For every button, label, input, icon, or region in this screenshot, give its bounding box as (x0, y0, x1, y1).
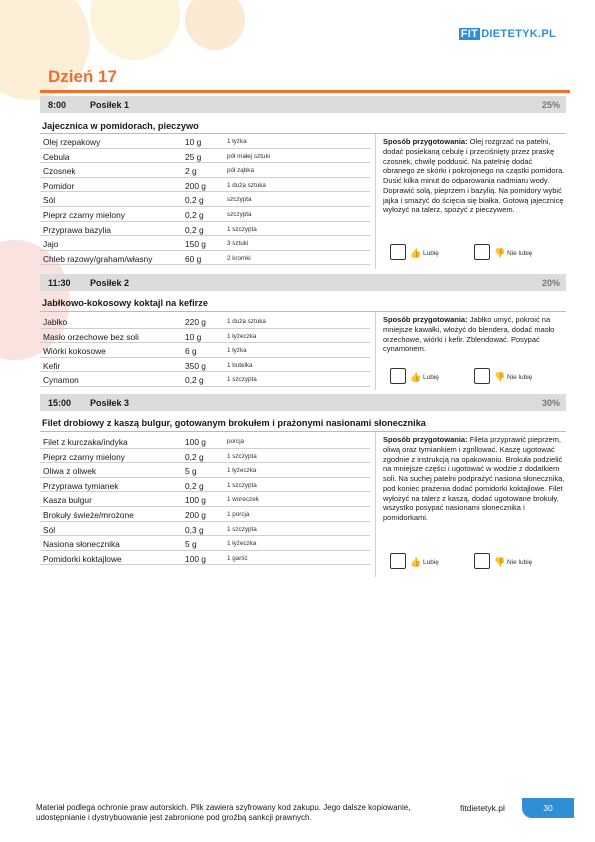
thumbs-down-icon: 👎 (494, 248, 506, 258)
ingredient-amount: 0,2 g (185, 224, 204, 235)
thumbs-up-icon: 👍 (410, 372, 422, 382)
ingredient-unit: 1 duża sztuka (227, 181, 266, 189)
ingredient-row (40, 551, 370, 566)
ingredient-amount: 0,2 g (185, 195, 204, 206)
ingredient-name: Pomidorki koktajlowe (43, 553, 122, 564)
ingredient-unit: 2 kromki (227, 254, 251, 262)
meal-title: Filet drobiowy z kaszą bulgur, gotowanym brokułem i prażonymi nasionami słonecznika (42, 418, 426, 428)
thumbs-down-icon: 👎 (494, 557, 506, 567)
ingredient-unit: 1 szczypta (227, 452, 257, 460)
ingredient-name: Kefir (43, 360, 61, 371)
ingredient-name: Chleb razowy/graham/własny (43, 253, 153, 264)
meal-time: 11:30 (48, 278, 71, 288)
prep-body: Fileta przyprawić pieprzem, oliwą oraz tymiankiem i zgrillować. Kaszę ugotować zgodnie z instrukcją na opakowaniu. Brokuła podzielić na mniejsze części i ugotować w wodzie z dodatkiem soli. Na suchej patelni podprażyć nasiona słonecznika, pod koniec prażenia dodać pomidorki koktajlowe. Filet wyłożyć na talerz z kaszą, dodać ugotowane brokuły, wszystko posypać nasionami słonecznika i pomidorkami. (383, 435, 565, 522)
ingredient-unit: 1 butelka (227, 361, 253, 369)
ingredient-name: Pieprz czarny mielony (43, 209, 125, 220)
ingredient-name: Masło orzechowe bez soli (43, 331, 139, 342)
column-divider (375, 432, 376, 577)
ingredient-row (40, 434, 370, 449)
ingredient-unit: szczypta (227, 196, 252, 204)
ingredient-unit: 3 sztuki (227, 240, 249, 248)
ingredient-name: Cynamon (43, 375, 79, 386)
dislike-label: Nie lubię (507, 250, 533, 257)
ingredient-amount: 100 g (185, 437, 206, 447)
preparation-text (383, 137, 565, 215)
ingredient-name: Filet z kurczaka/indyka (43, 437, 128, 447)
copyright-note: Materiał podlega ochronie praw autorskich. Plik zawiera szyfrowany kod zakupu. Jego dalsze kopiowanie, udostępnianie i dystrybuowanie jest zabronione pod groźbą sankcji prawnych. (36, 803, 411, 823)
ingredient-amount: 350 g (185, 360, 206, 371)
meal-time: 8:00 (48, 100, 67, 110)
meal-name: Posiłek 1 (90, 100, 130, 110)
like-label: Lubię (423, 250, 439, 257)
meal-title: Jajecznica w pomidorach, pieczywo (42, 121, 199, 131)
meal-header (40, 394, 566, 411)
ingredient-amount: 220 g (185, 317, 206, 327)
like-label: Lubię (423, 559, 439, 566)
ingredient-unit: 1 szczypta (227, 481, 257, 489)
ingredient-amount: 10 g (185, 137, 202, 147)
ingredient-amount: 0,2 g (185, 209, 204, 220)
ingredient-name: Olej rzepakowy (43, 137, 101, 147)
ingredient-row (40, 343, 370, 358)
preparation-text (383, 315, 565, 354)
ingredient-table (40, 314, 370, 387)
prep-body: Jabłko umyć, pokroić na mniejsze kawałki, włożyć do blendera, dodać masło orzechowe, wiórki i kefir. Zblendować. Posypać cynamonem. (383, 315, 555, 354)
meal-name: Posiłek 3 (90, 398, 130, 408)
ingredient-row (40, 372, 370, 387)
ingredient-name: Oliwa z oliwek (43, 466, 97, 477)
ingredient-amount: 5 g (185, 539, 197, 550)
thumbs-down-icon: 👎 (494, 372, 506, 382)
ingredient-unit: 1 porcja (227, 510, 250, 518)
ingredient-amount: 0,2 g (185, 480, 204, 491)
meal-percent: 30% (541, 398, 560, 408)
ingredient-name: Nasiona słonecznika (43, 539, 120, 550)
ingredient-row (40, 492, 370, 507)
ingredient-row (40, 178, 370, 193)
ingredient-name: Kasza bulgur (43, 495, 92, 506)
ingredient-unit: pół małej sztuki (227, 152, 271, 160)
page-title: Dzień 17 (48, 67, 117, 86)
ingredient-unit: pół ząbka (227, 167, 254, 175)
meal-time: 15:00 (48, 398, 72, 408)
meal-title: Jabłkowo-kokosowy koktajl na kefirze (42, 298, 208, 308)
ingredient-row (40, 314, 370, 329)
ingredient-row (40, 449, 370, 464)
ingredient-row (40, 251, 370, 266)
ingredient-name: Czosnek (43, 166, 76, 177)
ingredient-name: Przyprawa tymianek (43, 480, 119, 491)
ingredient-row (40, 149, 370, 164)
ingredient-row (40, 463, 370, 478)
ingredient-amount: 0,2 g (185, 451, 204, 462)
column-divider (375, 312, 376, 390)
like-checkbox[interactable] (390, 244, 406, 260)
dislike-label: Nie lubię (507, 559, 533, 566)
ingredient-table (40, 134, 370, 265)
meal-percent: 25% (541, 100, 560, 110)
prep-label: Sposób przygotowania: (383, 435, 468, 444)
dislike-label: Nie lubię (507, 374, 533, 381)
ingredient-amount: 200 g (185, 180, 206, 191)
ingredient-row (40, 163, 370, 178)
ingredient-amount: 200 g (185, 509, 206, 520)
ingredient-name: Cebula (43, 151, 70, 162)
page-number: 30 (522, 798, 574, 818)
ingredient-unit: 1 szczypta (227, 376, 257, 384)
ingredient-unit: 1 garść (227, 554, 248, 562)
like-checkbox[interactable] (390, 553, 406, 569)
like-label: Lubię (423, 374, 439, 381)
ingredient-name: Jabłko (43, 317, 68, 327)
dislike-checkbox[interactable] (474, 368, 490, 384)
meal-header (40, 274, 566, 291)
ingredient-unit: 1 szczypta (227, 525, 257, 533)
ingredient-row (40, 329, 370, 344)
ingredient-row (40, 522, 370, 537)
ingredient-name: Jajo (43, 239, 59, 250)
preparation-text (383, 435, 565, 523)
dislike-checkbox[interactable] (474, 553, 490, 569)
meal-name: Posiłek 2 (90, 278, 130, 288)
ingredient-unit: 1 łyżka (227, 347, 247, 355)
divider (40, 431, 566, 432)
ingredient-row (40, 134, 370, 149)
ingredient-amount: 6 g (185, 346, 197, 357)
ingredient-unit: 1 łyżeczka (227, 332, 257, 340)
ingredient-name: Pieprz czarny mielony (43, 451, 125, 462)
ingredient-unit: 1 łyżeczka (227, 467, 257, 475)
thumbs-up-icon: 👍 (410, 557, 422, 567)
ingredient-name: Brokuły świeże/mrożone (43, 509, 134, 520)
prep-body: Olej rozgrzać na patelni, dodać posiekaną cebulę i przeciśnięty przez praskę czosnek, chwilę poddusić. Na patelnię dodać obranego ze skórki i pokrojonego na cząstki pomidora. Dusić kilka minut do odparowania nadmiaru wody. Doprawić solą, pieprzem i bazylią. Na pomidory wybić jajka i smażyć do ścięcia się białka. Gotową jajecznicę wyłożyć na talerz, spożyć z pieczywem. (383, 137, 565, 215)
ingredient-row (40, 192, 370, 207)
meal-header (40, 96, 566, 113)
ingredient-row (40, 222, 370, 237)
prep-label: Sposób przygotowania: (383, 315, 468, 324)
meal-percent: 20% (541, 278, 560, 288)
ingredient-row (40, 478, 370, 493)
ingredient-name: Sól (43, 524, 56, 535)
ingredient-name: Sól (43, 195, 56, 206)
divider (40, 311, 566, 312)
ingredient-amount: 10 g (185, 331, 202, 342)
dislike-checkbox[interactable] (474, 244, 490, 260)
ingredient-amount: 0,2 g (185, 375, 204, 386)
ingredient-amount: 25 g (185, 151, 202, 162)
fruit-decoration (185, 0, 245, 50)
ingredient-amount: 0,3 g (185, 524, 204, 535)
ingredient-amount: 5 g (185, 466, 197, 477)
fruit-decoration (90, 0, 180, 60)
title-divider (40, 90, 570, 93)
ingredient-unit: 1 łyżka (227, 138, 247, 145)
ingredient-name: Pomidor (43, 180, 75, 191)
ingredient-amount: 2 g (185, 166, 197, 177)
ingredient-row (40, 507, 370, 522)
prep-label: Sposób przygotowania: (383, 137, 468, 146)
ingredient-amount: 100 g (185, 553, 206, 564)
ingredient-unit: szczypta (227, 210, 252, 218)
ingredient-row (40, 536, 370, 551)
ingredient-row (40, 207, 370, 222)
footer-site-link[interactable]: fitdietetyk.pl (460, 803, 505, 813)
ingredient-unit: porcja (227, 438, 245, 445)
ingredient-amount: 60 g (185, 253, 202, 264)
ingredient-unit: 1 szczypta (227, 225, 257, 233)
thumbs-up-icon: 👍 (410, 248, 422, 258)
ingredient-row (40, 236, 370, 251)
ingredient-unit: 1 woreczek (227, 496, 259, 504)
ingredient-unit: 1 łyżeczka (227, 540, 257, 548)
ingredient-amount: 100 g (185, 495, 206, 506)
brand-logo: FIT DIETETYK.PL (460, 28, 556, 40)
ingredient-unit: 1 duża sztuka (227, 318, 266, 325)
ingredient-table (40, 434, 370, 565)
ingredient-row (40, 358, 370, 373)
ingredient-amount: 150 g (185, 239, 206, 250)
ingredient-name: Przyprawa bazylia (43, 224, 111, 235)
ingredient-name: Wiórki kokosowe (43, 346, 106, 357)
column-divider (375, 134, 376, 269)
like-checkbox[interactable] (390, 368, 406, 384)
